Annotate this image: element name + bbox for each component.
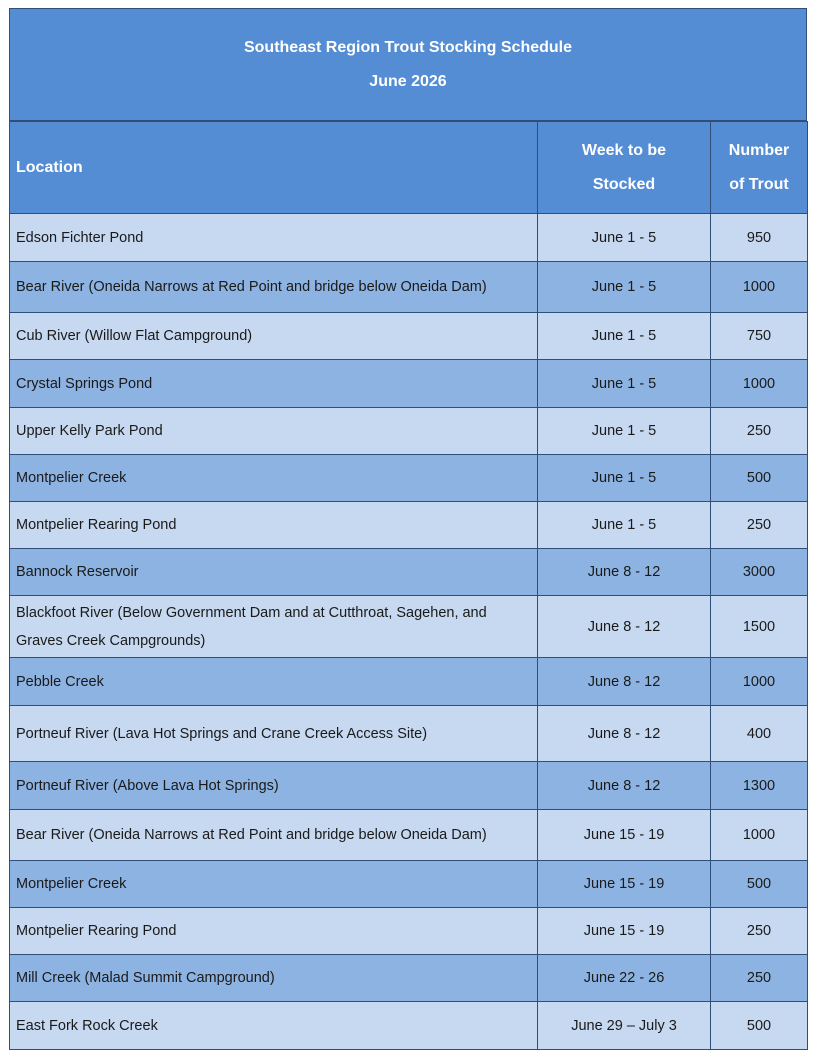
table-row — [10, 549, 808, 596]
location-cell: Blackfoot River (Below Government Dam and at Cutthroat, Sagehen, and Graves Creek Campgrounds) — [10, 596, 538, 658]
stocking-schedule-document — [9, 8, 807, 1050]
table-row — [10, 1002, 808, 1050]
number-cell: 250 — [711, 502, 808, 549]
week-cell: June 8 - 12 — [538, 762, 711, 810]
table-row — [10, 762, 808, 810]
location-cell: Montpelier Creek — [10, 455, 538, 502]
location-cell: Upper Kelly Park Pond — [10, 408, 538, 455]
week-cell: June 8 - 12 — [538, 658, 711, 706]
location-cell: East Fork Rock Creek — [10, 1002, 538, 1050]
number-cell: 1300 — [711, 762, 808, 810]
table-body — [10, 214, 808, 1050]
number-cell: 250 — [711, 908, 808, 955]
week-cell: June 1 - 5 — [538, 214, 711, 262]
location-cell: Portneuf River (Lava Hot Springs and Crane Creek Access Site) — [10, 706, 538, 762]
table-row — [10, 810, 808, 861]
week-cell: June 22 - 26 — [538, 955, 711, 1002]
number-cell: 1000 — [711, 810, 808, 861]
table-row — [10, 861, 808, 908]
location-cell: Bear River (Oneida Narrows at Red Point and bridge below Oneida Dam) — [10, 810, 538, 861]
number-cell: 250 — [711, 955, 808, 1002]
location-header-label: Location — [16, 158, 83, 176]
number-cell: 3000 — [711, 549, 808, 596]
location-header — [10, 122, 538, 214]
week-header-line1: Week to be — [581, 141, 667, 159]
number-header — [711, 122, 808, 214]
number-cell: 1000 — [711, 658, 808, 706]
location-cell: Edson Fichter Pond — [10, 214, 538, 262]
stocking-table — [9, 121, 808, 1050]
table-row — [10, 658, 808, 706]
number-header-line1: Number — [728, 141, 790, 159]
table-row — [10, 955, 808, 1002]
location-cell: Portneuf River (Above Lava Hot Springs) — [10, 762, 538, 810]
week-cell: June 8 - 12 — [538, 549, 711, 596]
week-cell: June 1 - 5 — [538, 360, 711, 408]
location-cell: Cub River (Willow Flat Campground) — [10, 313, 538, 360]
number-cell: 1500 — [711, 596, 808, 658]
week-cell: June 1 - 5 — [538, 313, 711, 360]
document-subtitle: June 2026 — [369, 72, 447, 90]
table-row — [10, 262, 808, 313]
number-cell: 500 — [711, 1002, 808, 1050]
week-cell: June 8 - 12 — [538, 596, 711, 658]
table-row — [10, 214, 808, 262]
table-row — [10, 908, 808, 955]
week-cell: June 15 - 19 — [538, 908, 711, 955]
week-cell: June 1 - 5 — [538, 262, 711, 313]
week-cell: June 8 - 12 — [538, 706, 711, 762]
location-cell: Montpelier Rearing Pond — [10, 908, 538, 955]
location-cell: Montpelier Rearing Pond — [10, 502, 538, 549]
week-cell: June 15 - 19 — [538, 810, 711, 861]
table-row — [10, 455, 808, 502]
number-cell: 750 — [711, 313, 808, 360]
location-cell: Bear River (Oneida Narrows at Red Point and bridge below Oneida Dam) — [10, 262, 538, 313]
number-cell: 950 — [711, 214, 808, 262]
document-title: Southeast Region Trout Stocking Schedule — [243, 38, 573, 56]
week-header — [538, 122, 711, 214]
week-cell: June 15 - 19 — [538, 861, 711, 908]
number-cell: 500 — [711, 861, 808, 908]
header-row — [10, 122, 808, 214]
week-cell: June 1 - 5 — [538, 502, 711, 549]
location-cell: Montpelier Creek — [10, 861, 538, 908]
table-row — [10, 502, 808, 549]
location-cell: Mill Creek (Malad Summit Campground) — [10, 955, 538, 1002]
week-cell: June 29 – July 3 — [538, 1002, 711, 1050]
week-cell: June 1 - 5 — [538, 455, 711, 502]
week-header-line2: Stocked — [592, 175, 656, 193]
number-cell: 400 — [711, 706, 808, 762]
number-cell: 1000 — [711, 262, 808, 313]
table-row — [10, 360, 808, 408]
number-cell: 250 — [711, 408, 808, 455]
title-block — [9, 8, 807, 121]
location-cell: Crystal Springs Pond — [10, 360, 538, 408]
number-header-line2: of Trout — [729, 175, 789, 193]
table-row — [10, 596, 808, 658]
number-cell: 1000 — [711, 360, 808, 408]
table-row — [10, 313, 808, 360]
table-row — [10, 706, 808, 762]
number-cell: 500 — [711, 455, 808, 502]
week-cell: June 1 - 5 — [538, 408, 711, 455]
table-row — [10, 408, 808, 455]
location-cell: Bannock Reservoir — [10, 549, 538, 596]
location-cell: Pebble Creek — [10, 658, 538, 706]
